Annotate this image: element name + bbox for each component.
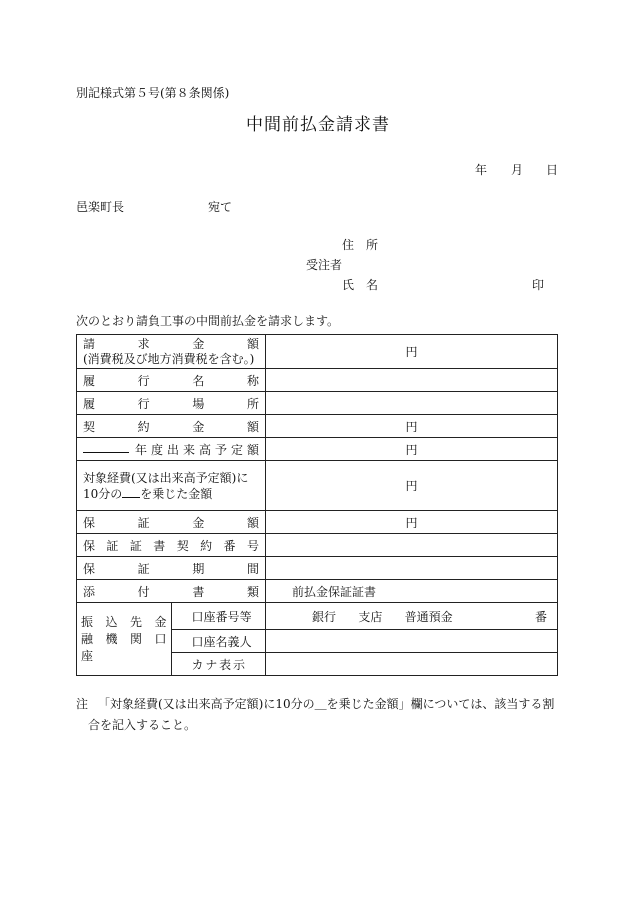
table-row (77, 603, 558, 630)
note-line1: 「対象経費(又は出来高予定額)に10分の＿を乗じた金額」欄については、該当する割 (98, 697, 555, 711)
bank-label: 銀行 (312, 609, 337, 624)
bank-account-label: 振 込 先 金 融 機 関 口 座 (77, 603, 172, 676)
account-type-label: 普通預金 (404, 609, 453, 624)
claim-amount-value[interactable]: 円 (266, 335, 558, 369)
year-label: 年 (475, 163, 488, 177)
claim-amount-sublabel: (消費税及び地方消費税を含む。) (83, 351, 255, 366)
planned-output-value[interactable]: 円 (266, 438, 558, 461)
guarantee-amount-value[interactable]: 円 (266, 511, 558, 534)
branch-label: 支店 (358, 609, 383, 624)
seal-label: 印 (532, 278, 545, 292)
account-holder-label: 口 座 名 義 人 (171, 630, 266, 653)
form-number: 別記様式第５号(第８条関係) (76, 86, 230, 100)
target-cost-label (77, 461, 266, 511)
guarantee-amount-label: 保 証 金 額 (77, 511, 266, 534)
intro-text: 次のとおり請負工事の中間前払金を請求します。 (76, 314, 340, 328)
addressee-name: 邑楽町長 (76, 200, 125, 214)
attachment-label: 添 付 書 類 (77, 580, 266, 603)
guarantee-no-value[interactable] (266, 534, 558, 557)
addressee-suffix: 宛て (208, 200, 233, 214)
account-no-value[interactable] (266, 603, 558, 630)
attachment-value: 前払金保証証書 (266, 580, 558, 603)
table-row (77, 335, 558, 369)
contractor-role-label: 受注者 (306, 258, 343, 272)
kana-value[interactable] (266, 653, 558, 676)
table-row (77, 557, 558, 580)
guarantee-period-value[interactable] (266, 557, 558, 580)
claim-amount-char: 金 (192, 336, 205, 351)
month-label: 月 (511, 163, 524, 177)
account-no-label: 口 座 番 号 等 (171, 603, 266, 630)
name-label: 氏 名 (342, 278, 379, 292)
note-mark: 注 (76, 697, 89, 711)
claim-amount-label (83, 337, 259, 352)
table-row (77, 511, 558, 534)
claim-amount-label-cell (77, 335, 266, 369)
fiscal-year-blank[interactable] (83, 441, 129, 453)
guarantee-no-label: 保 証 証 書 契 約 番 号 (77, 534, 266, 557)
planned-output-label: 年 度 出 来 高 予 定 額 (77, 438, 266, 461)
table-row (77, 580, 558, 603)
table-row (77, 415, 558, 438)
target-cost-value[interactable]: 円 (266, 461, 558, 511)
page-title: 中間前払金請求書 (246, 115, 390, 135)
account-number-suffix: 番 (534, 609, 547, 624)
table-row (77, 438, 558, 461)
work-name-value[interactable] (266, 369, 558, 392)
table-row (77, 534, 558, 557)
note-line2: 合を記入すること。 (88, 718, 197, 732)
target-cost-line2: 10分の を乗じた金額 (83, 486, 213, 501)
footnote (76, 694, 560, 736)
work-place-label: 履 行 場 所 (77, 392, 266, 415)
work-place-value[interactable] (266, 392, 558, 415)
claim-amount-char: 請 (83, 336, 96, 351)
account-holder-value[interactable] (266, 630, 558, 653)
day-label: 日 (546, 163, 559, 177)
address-label: 住 所 (342, 238, 379, 252)
table-row (77, 461, 558, 511)
target-cost-line1: 対象経費(又は出来高予定額)に (83, 470, 249, 485)
table-row (77, 369, 558, 392)
ratio-blank[interactable] (122, 486, 140, 498)
work-name-label: 履 行 名 称 (77, 369, 266, 392)
kana-label: カ ナ 表 示 (171, 653, 266, 676)
table-row (77, 392, 558, 415)
claim-amount-char: 求 (137, 336, 150, 351)
contract-amount-label: 契 約 金 額 (77, 415, 266, 438)
claim-table (76, 334, 558, 676)
claim-amount-char: 額 (246, 336, 259, 351)
contract-amount-value[interactable]: 円 (266, 415, 558, 438)
guarantee-period-label: 保 証 期 間 (77, 557, 266, 580)
